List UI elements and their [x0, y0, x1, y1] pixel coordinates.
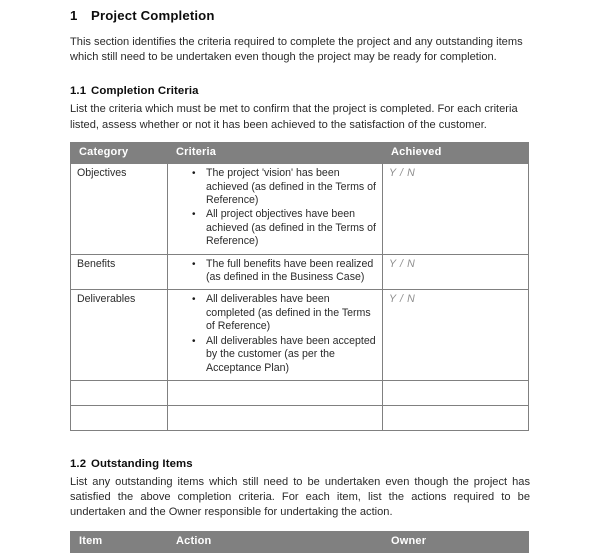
completion-criteria-table-wrapper: [70, 142, 530, 431]
cell-category: Benefits: [71, 254, 168, 290]
outstanding-items-table: [70, 531, 529, 553]
cell-criteria: [168, 254, 383, 290]
section-number: 1: [70, 8, 78, 23]
subsection-number: 1.1: [70, 85, 87, 98]
cell-criteria: [168, 290, 383, 380]
column-header-criteria: Criteria: [168, 142, 383, 163]
table-row: [71, 290, 529, 380]
list-item-text: The full benefits have been realized (as defined in the Business Case): [206, 257, 374, 284]
table-header-row: [71, 142, 529, 163]
subsection-intro-paragraph: List any outstanding items which still need to be undertaken even though the project has satisfied the above completion criteria. For each item, list the actions required to be undertaken and the Owner responsible for undertaking the action.: [70, 475, 530, 519]
column-header-category: Category: [71, 142, 168, 163]
section-heading-1: [70, 0, 530, 23]
cell-achieved: Y / N: [383, 290, 529, 380]
list-item: [192, 258, 376, 285]
bullet-icon: •: [192, 209, 196, 221]
completion-criteria-table: [70, 142, 529, 431]
subsection-intro-paragraph: List the criteria which must be met to confirm that the project is completed. For each criteria listed, assess whether or not it has been achieved to the satisfaction of the customer.: [70, 103, 518, 131]
cell-category: [71, 380, 168, 405]
column-header-owner: Owner: [383, 531, 529, 552]
table-row: [71, 405, 529, 430]
cell-criteria: [168, 380, 383, 405]
cell-achieved: Y / N: [383, 164, 529, 254]
list-item-text: The project 'vision' has been achieved (as defined in the Terms of Reference): [206, 167, 376, 207]
bullet-icon: •: [192, 294, 196, 306]
section-spacer: [70, 431, 530, 458]
cell-achieved: Y / N: [383, 254, 529, 290]
list-item-text: All deliverables have been accepted by the customer (as per the Acceptance Plan): [206, 334, 376, 374]
column-header-action: Action: [168, 531, 383, 552]
bullet-icon: •: [192, 258, 196, 270]
cell-achieved: [383, 405, 529, 430]
cell-criteria: [168, 164, 383, 254]
table-row: [71, 164, 529, 254]
table-row: [71, 254, 529, 290]
column-header-achieved: Achieved: [383, 142, 529, 163]
list-item: [192, 293, 376, 333]
list-item-text: All deliverables have been completed (as defined in the Terms of Reference): [206, 293, 371, 333]
criteria-list: [174, 258, 376, 285]
list-item: [192, 167, 376, 207]
cell-category: Objectives: [71, 164, 168, 254]
subsection-title: Outstanding Items: [91, 457, 193, 470]
list-item-text: All project objectives have been achieved (as defined in the Terms of Reference): [206, 208, 376, 248]
bullet-icon: •: [192, 168, 196, 180]
column-header-item: Item: [71, 531, 168, 552]
cell-category: Deliverables: [71, 290, 168, 380]
cell-achieved: [383, 380, 529, 405]
outstanding-items-table-wrapper: [70, 531, 530, 553]
section-title: Project Completion: [91, 8, 215, 23]
subsection-heading-1-1: [70, 85, 530, 97]
criteria-list: [174, 293, 376, 374]
bullet-icon: •: [192, 335, 196, 347]
subsection-heading-1-2: [70, 458, 530, 470]
list-item: [192, 208, 376, 248]
subsection-number: 1.2: [70, 457, 87, 470]
table-row: [71, 380, 529, 405]
list-item: [192, 335, 376, 375]
criteria-list: [174, 167, 376, 248]
table-header-row: [71, 531, 529, 552]
subsection-title: Completion Criteria: [91, 85, 199, 98]
cell-criteria: [168, 405, 383, 430]
cell-category: [71, 405, 168, 430]
section-intro-paragraph: This section identifies the criteria required to complete the project and any outstanding items which still need to be undertaken even though the project may be ready for completion.: [70, 36, 523, 64]
